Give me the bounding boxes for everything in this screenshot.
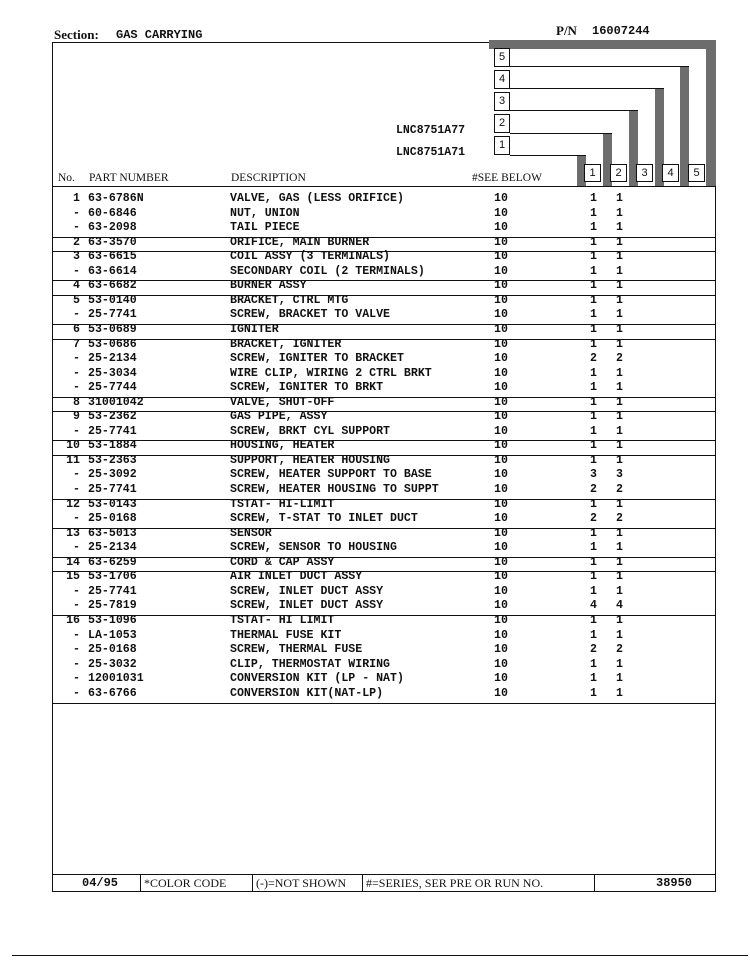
row-item-number: 8	[73, 395, 80, 409]
row-item-number: -	[73, 541, 80, 555]
row-item-number: 5	[73, 293, 80, 307]
row-description: THERMAL FUSE KIT	[230, 628, 342, 642]
group-divider	[52, 440, 716, 441]
row-item-number: 6	[73, 322, 80, 336]
group-divider	[52, 295, 716, 296]
page-bottom-rule	[12, 955, 748, 956]
row-qty-series-1: 1	[590, 555, 597, 569]
row-description: ORIFICE, MAIN BURNER	[230, 235, 370, 249]
row-qty-series-1: 1	[590, 410, 597, 424]
row-qty-series-2: 1	[616, 264, 623, 278]
row-description: BRACKET, CTRL MTG	[230, 293, 349, 307]
row-item-number: -	[73, 584, 80, 598]
row-see-below: 10	[494, 366, 508, 380]
row-see-below: 10	[494, 279, 508, 293]
row-qty-series-1: 1	[590, 192, 597, 205]
row-qty-series-1: 1	[590, 657, 597, 671]
row-qty-series-1: 1	[590, 322, 597, 336]
row-see-below: 10	[494, 613, 508, 627]
row-description: VALVE, SHUT-OFF	[230, 395, 335, 409]
row-item-number: -	[73, 483, 80, 496]
series-box-5: 5	[494, 48, 510, 67]
row-description: SCREW, SENSOR TO HOUSING	[230, 541, 397, 555]
row-description: GAS PIPE, ASSY	[230, 410, 328, 424]
row-description: TSTAT- HI LIMIT	[230, 613, 335, 627]
row-item-number: 13	[66, 526, 80, 540]
row-qty-series-2: 1	[616, 192, 623, 205]
row-see-below: 10	[494, 381, 508, 395]
row-item-number: 2	[73, 235, 80, 249]
row-see-below: 10	[494, 308, 508, 322]
row-part-number: 63-3570	[88, 235, 137, 249]
row-description: CLIP, THERMOSTAT WIRING	[230, 657, 391, 671]
row-part-number: 63-5013	[88, 526, 137, 540]
row-description: SCREW, IGNITER TO BRACKET	[230, 352, 404, 366]
row-part-number: 25-7741	[88, 424, 137, 438]
row-qty-series-2: 1	[616, 613, 623, 627]
group-divider	[52, 499, 716, 500]
row-item-number: -	[73, 221, 80, 235]
row-qty-series-1: 1	[590, 497, 597, 511]
series-box-3: 3	[494, 92, 510, 111]
row-description: IGNITER	[230, 322, 279, 336]
row-part-number: 25-3034	[88, 366, 137, 380]
row-qty-series-2: 1	[616, 570, 623, 584]
group-divider	[52, 571, 716, 572]
row-qty-series-2: 1	[616, 293, 623, 307]
series-box-1: 1	[494, 136, 510, 155]
row-item-number: 7	[73, 337, 80, 351]
group-divider	[52, 411, 716, 412]
row-description: SCREW, INLET DUCT ASSY	[230, 599, 384, 613]
row-part-number: 25-2134	[88, 541, 137, 555]
column-number-2: 2	[610, 164, 627, 182]
row-qty-series-1: 1	[590, 541, 597, 555]
row-qty-series-2: 1	[616, 497, 623, 511]
row-qty-series-2: 1	[616, 584, 623, 598]
row-item-number: -	[73, 628, 80, 642]
row-qty-series-2: 3	[616, 468, 623, 482]
row-part-number: 63-6766	[88, 686, 137, 700]
group-divider	[52, 528, 716, 529]
group-divider	[52, 251, 716, 252]
row-see-below: 10	[494, 584, 508, 598]
row-description: CORD & CAP ASSY	[230, 555, 335, 569]
row-item-number: -	[73, 308, 80, 322]
pn-value: 16007244	[592, 24, 650, 38]
column-header-part-number: PART NUMBER	[89, 172, 169, 184]
row-part-number: 25-7819	[88, 599, 137, 613]
row-item-number: -	[73, 512, 80, 526]
row-item-number: -	[73, 672, 80, 686]
row-qty-series-1: 1	[590, 672, 597, 686]
row-see-below: 10	[494, 541, 508, 555]
row-qty-series-2: 1	[616, 672, 623, 686]
row-part-number: 53-0689	[88, 322, 137, 336]
row-part-number: 63-6615	[88, 250, 137, 264]
row-qty-series-1: 1	[590, 686, 597, 700]
row-item-number: -	[73, 206, 80, 220]
row-description: COIL ASSY (3 TERMINALS)	[230, 250, 391, 264]
row-qty-series-1: 1	[590, 526, 597, 540]
row-qty-series-1: 2	[590, 512, 597, 526]
row-qty-series-2: 4	[616, 599, 623, 613]
row-qty-series-1: 1	[590, 308, 597, 322]
row-part-number: 25-7741	[88, 308, 137, 322]
row-item-number: -	[73, 366, 80, 380]
group-divider	[52, 557, 716, 558]
row-description: SCREW, HEATER HOUSING TO SUPPT	[230, 483, 439, 496]
row-item-number: 3	[73, 250, 80, 264]
row-qty-series-1: 1	[590, 279, 597, 293]
column-number-5: 5	[688, 164, 705, 182]
row-item-number: 16	[66, 613, 80, 627]
row-qty-series-1: 2	[590, 643, 597, 657]
row-qty-series-2: 2	[616, 352, 623, 366]
column-number-1: 1	[584, 164, 601, 182]
row-qty-series-2: 2	[616, 483, 623, 496]
row-see-below: 10	[494, 453, 508, 467]
row-part-number: 63-6682	[88, 279, 137, 293]
row-part-number: 53-2362	[88, 410, 137, 424]
row-qty-series-2: 1	[616, 366, 623, 380]
row-part-number: 25-3032	[88, 657, 137, 671]
row-description: SCREW, T-STAT TO INLET DUCT	[230, 512, 418, 526]
group-divider	[52, 280, 716, 281]
row-qty-series-2: 1	[616, 279, 623, 293]
row-see-below: 10	[494, 439, 508, 453]
row-part-number: 25-3092	[88, 468, 137, 482]
row-qty-series-1: 1	[590, 293, 597, 307]
row-part-number: 53-2363	[88, 453, 137, 467]
row-qty-series-2: 1	[616, 395, 623, 409]
group-divider	[52, 397, 716, 398]
row-qty-series-1: 1	[590, 337, 597, 351]
row-item-number: -	[73, 686, 80, 700]
row-part-number: 53-1706	[88, 570, 137, 584]
row-item-number: -	[73, 424, 80, 438]
row-qty-series-2: 1	[616, 308, 623, 322]
row-part-number: 60-6846	[88, 206, 137, 220]
row-item-number: -	[73, 468, 80, 482]
series-box-4: 4	[494, 70, 510, 89]
row-qty-series-1: 1	[590, 381, 597, 395]
row-item-number: 9	[73, 410, 80, 424]
row-see-below: 10	[494, 555, 508, 569]
row-part-number: 12001031	[88, 672, 144, 686]
row-see-below: 10	[494, 293, 508, 307]
row-item-number: -	[73, 599, 80, 613]
row-see-below: 10	[494, 395, 508, 409]
row-see-below: 10	[494, 657, 508, 671]
row-part-number: 53-0143	[88, 497, 137, 511]
row-description: SCREW, BRKT CYL SUPPORT	[230, 424, 391, 438]
row-see-below: 10	[494, 497, 508, 511]
row-qty-series-1: 1	[590, 366, 597, 380]
row-part-number: LA-1053	[88, 628, 137, 642]
row-qty-series-1: 1	[590, 628, 597, 642]
row-qty-series-1: 1	[590, 235, 597, 249]
row-part-number: 25-2134	[88, 352, 137, 366]
row-part-number: 63-6614	[88, 264, 137, 278]
footer-date: 04/95	[82, 876, 119, 890]
row-see-below: 10	[494, 468, 508, 482]
model-number-a77: LNC8751A77	[396, 124, 466, 137]
column-number-3: 3	[636, 164, 653, 182]
row-see-below: 10	[494, 686, 508, 700]
row-qty-series-2: 1	[616, 526, 623, 540]
row-see-below: 10	[494, 483, 508, 496]
row-see-below: 10	[494, 410, 508, 424]
footer-not-shown: (-)=NOT SHOWN	[256, 876, 347, 890]
row-qty-series-1: 4	[590, 599, 597, 613]
row-qty-series-2: 1	[616, 322, 623, 336]
row-qty-series-2: 1	[616, 541, 623, 555]
row-qty-series-2: 1	[616, 439, 623, 453]
row-see-below: 10	[494, 570, 508, 584]
row-qty-series-1: 1	[590, 206, 597, 220]
row-item-number: -	[73, 264, 80, 278]
row-qty-series-2: 1	[616, 686, 623, 700]
row-description: AIR INLET DUCT ASSY	[230, 570, 363, 584]
row-see-below: 10	[494, 512, 508, 526]
row-description: SCREW, THERMAL FUSE	[230, 643, 363, 657]
row-item-number: 10	[66, 439, 80, 453]
row-item-number: 4	[73, 279, 80, 293]
row-see-below: 10	[494, 628, 508, 642]
row-description: NUT, UNION	[230, 206, 300, 220]
row-qty-series-1: 1	[590, 395, 597, 409]
row-item-number: 1	[73, 192, 80, 205]
row-qty-series-1: 1	[590, 613, 597, 627]
row-part-number: 25-7741	[88, 584, 137, 598]
row-qty-series-2: 1	[616, 453, 623, 467]
row-description: SCREW, HEATER SUPPORT TO BASE	[230, 468, 432, 482]
row-item-number: 11	[66, 453, 80, 467]
group-divider	[52, 324, 716, 325]
row-qty-series-1: 1	[590, 264, 597, 278]
column-header-no: No.	[58, 172, 75, 184]
row-part-number: 25-0168	[88, 512, 137, 526]
row-qty-series-2: 1	[616, 337, 623, 351]
row-see-below: 10	[494, 322, 508, 336]
row-qty-series-2: 1	[616, 221, 623, 235]
row-qty-series-2: 1	[616, 206, 623, 220]
row-part-number: 63-2098	[88, 221, 137, 235]
row-qty-series-1: 1	[590, 570, 597, 584]
row-qty-series-2: 1	[616, 555, 623, 569]
row-description: WIRE CLIP, WIRING 2 CTRL BRKT	[230, 366, 432, 380]
row-see-below: 10	[494, 221, 508, 235]
series-box-2: 2	[494, 114, 510, 133]
row-item-number: 14	[66, 555, 80, 569]
pn-label: P/N	[556, 23, 577, 38]
row-qty-series-1: 1	[590, 453, 597, 467]
row-qty-series-2: 1	[616, 250, 623, 264]
row-qty-series-2: 1	[616, 628, 623, 642]
row-part-number: 53-1884	[88, 439, 137, 453]
row-description: SUPPORT, HEATER HOUSING	[230, 453, 391, 467]
row-qty-series-1: 3	[590, 468, 597, 482]
section-name: GAS CARRYING	[116, 28, 203, 42]
row-qty-series-2: 2	[616, 512, 623, 526]
row-qty-series-1: 1	[590, 250, 597, 264]
row-see-below: 10	[494, 235, 508, 249]
row-qty-series-1: 1	[590, 439, 597, 453]
row-part-number: 25-7744	[88, 381, 137, 395]
footer-color-code: *COLOR CODE	[144, 876, 227, 890]
row-description: SENSOR	[230, 526, 272, 540]
footer-bar	[52, 874, 716, 892]
column-header-description: DESCRIPTION	[231, 172, 306, 184]
row-description: CONVERSION KIT(NAT-LP)	[230, 686, 384, 700]
row-description: TAIL PIECE	[230, 221, 300, 235]
row-description: CONVERSION KIT (LP - NAT)	[230, 672, 404, 686]
model-number-a71: LNC8751A71	[396, 146, 466, 159]
row-description: SCREW, BRACKET TO VALVE	[230, 308, 391, 322]
row-part-number: 53-0686	[88, 337, 137, 351]
row-item-number: -	[73, 657, 80, 671]
group-divider	[52, 237, 716, 238]
row-see-below: 10	[494, 352, 508, 366]
group-divider	[52, 455, 716, 456]
row-see-below: 10	[494, 643, 508, 657]
row-qty-series-2: 1	[616, 424, 623, 438]
table-end-divider	[52, 703, 716, 704]
row-see-below: 10	[494, 672, 508, 686]
row-qty-series-2: 1	[616, 235, 623, 249]
footer-page-number: 38950	[656, 876, 693, 890]
row-part-number: 53-0140	[88, 293, 137, 307]
row-see-below: 10	[494, 250, 508, 264]
row-description: SCREW, IGNITER TO BRKT	[230, 381, 384, 395]
row-description: BRACKET, IGNITER	[230, 337, 342, 351]
group-divider	[52, 615, 716, 616]
row-qty-series-1: 2	[590, 483, 597, 496]
row-see-below: 10	[494, 526, 508, 540]
row-part-number: 63-6259	[88, 555, 137, 569]
row-description: HOUSING, HEATER	[230, 439, 335, 453]
column-number-4: 4	[662, 164, 679, 182]
row-qty-series-2: 1	[616, 410, 623, 424]
row-see-below: 10	[494, 424, 508, 438]
row-description: TSTAT- HI-LIMIT	[230, 497, 335, 511]
row-qty-series-1: 1	[590, 424, 597, 438]
row-qty-series-2: 1	[616, 381, 623, 395]
row-qty-series-1: 2	[590, 352, 597, 366]
row-description: SCREW, INLET DUCT ASSY	[230, 584, 384, 598]
row-item-number: -	[73, 381, 80, 395]
row-part-number: 31001042	[88, 395, 144, 409]
row-description: BURNER ASSY	[230, 279, 307, 293]
row-description: SECONDARY COIL (2 TERMINALS)	[230, 264, 425, 278]
footer-series-note: #=SERIES, SER PRE OR RUN NO.	[366, 876, 544, 890]
row-item-number: 15	[66, 570, 80, 584]
column-header-see-below: #SEE BELOW	[472, 172, 542, 184]
row-see-below: 10	[494, 206, 508, 220]
row-qty-series-1: 1	[590, 584, 597, 598]
section-label: Section:	[54, 27, 99, 42]
row-description: VALVE, GAS (LESS ORIFICE)	[230, 192, 404, 205]
row-see-below: 10	[494, 599, 508, 613]
row-qty-series-2: 1	[616, 657, 623, 671]
group-divider	[52, 339, 716, 340]
row-part-number: 25-0168	[88, 643, 137, 657]
row-part-number: 63-6786N	[88, 192, 144, 205]
row-item-number: -	[73, 352, 80, 366]
row-part-number: 53-1096	[88, 613, 137, 627]
row-item-number: 12	[66, 497, 80, 511]
row-see-below: 10	[494, 337, 508, 351]
row-qty-series-1: 1	[590, 221, 597, 235]
row-part-number: 25-7741	[88, 483, 137, 496]
row-item-number: -	[73, 643, 80, 657]
row-see-below: 10	[494, 264, 508, 278]
row-qty-series-2: 2	[616, 643, 623, 657]
row-see-below: 10	[494, 192, 508, 205]
